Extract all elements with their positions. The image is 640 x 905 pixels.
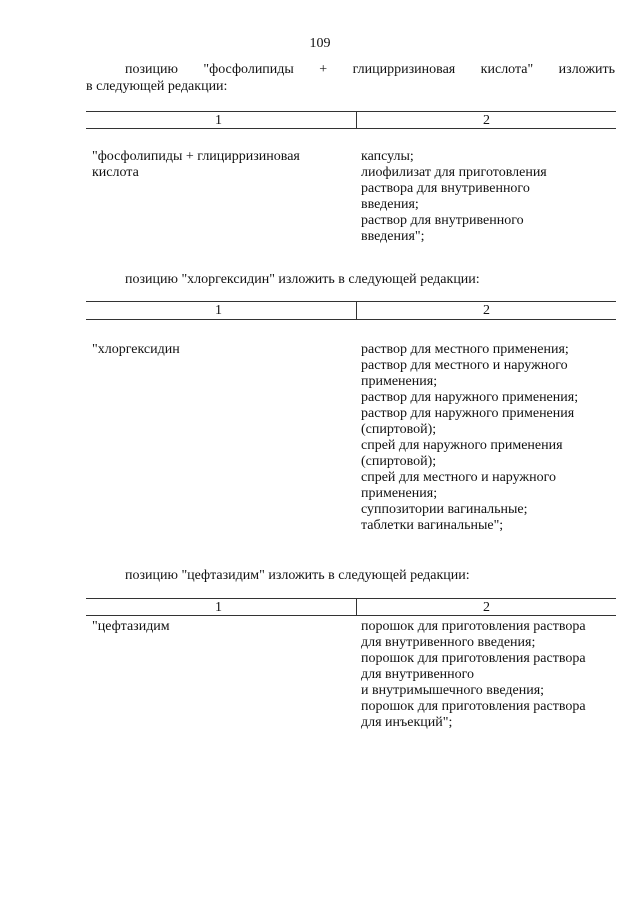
dosage-forms-cell <box>361 342 578 534</box>
column-divider <box>356 598 357 615</box>
dosage-form-line: раствор для наружного применения <box>361 406 575 421</box>
dosage-form-line: (спиртовой); <box>361 422 437 437</box>
column-divider <box>356 301 357 319</box>
dosage-form-line: (спиртовой); <box>361 454 437 469</box>
dosage-form-line: спрей для местного и наружного <box>361 470 556 485</box>
dosage-form-line: раствора для внутривенного <box>361 181 530 196</box>
drug-name-cell <box>92 619 170 635</box>
table-top-rule <box>86 301 616 302</box>
dosage-form-line: порошок для приготовления раствора <box>361 619 586 634</box>
dosage-form-line: введения; <box>361 197 419 212</box>
dosage-form-line: лиофилизат для приготовления <box>361 165 547 180</box>
dosage-form-line: раствор для местного и наружного <box>361 358 568 373</box>
section1-intro-line2: в следующей редакции: <box>86 79 228 94</box>
dosage-form-line: применения; <box>361 486 438 501</box>
table-top-rule <box>86 598 616 599</box>
column-header-2: 2 <box>483 600 490 615</box>
dosage-form-line: для инъекций"; <box>361 715 453 730</box>
page-number: 109 <box>309 36 331 51</box>
dosage-form-line: раствор для внутривенного <box>361 213 524 228</box>
name-line: кислота <box>92 165 139 180</box>
dosage-form-line: раствор для наружного применения; <box>361 390 579 405</box>
section3-intro: позицию "цефтазидим" изложить в следующей редакции: <box>125 568 470 583</box>
dosage-form-line: суппозитории вагинальные; <box>361 502 528 517</box>
drug-name-cell <box>92 342 180 358</box>
dosage-form-line: капсулы; <box>361 149 414 164</box>
dosage-forms-cell <box>361 619 586 731</box>
name-line: "хлоргексидин <box>92 342 180 357</box>
name-line: "фосфолипиды + глицирризиновая <box>92 149 300 164</box>
column-header-2: 2 <box>483 303 490 318</box>
column-header-1: 1 <box>215 113 222 128</box>
dosage-forms-cell <box>361 149 547 245</box>
dosage-form-line: для внутривенного <box>361 667 475 682</box>
dosage-form-line: раствор для местного применения; <box>361 342 569 357</box>
dosage-form-line: и внутримышечного введения; <box>361 683 545 698</box>
dosage-form-line: спрей для наружного применения <box>361 438 563 453</box>
table-top-rule <box>86 111 616 112</box>
drug-name-cell <box>92 149 300 181</box>
dosage-form-line: применения; <box>361 374 438 389</box>
dosage-form-line: порошок для приготовления раствора <box>361 651 586 666</box>
section2-intro: позицию "хлоргексидин" изложить в следующей редакции: <box>125 272 480 287</box>
column-header-1: 1 <box>215 303 222 318</box>
column-header-2: 2 <box>483 113 490 128</box>
name-line: "цефтазидим <box>92 619 170 634</box>
dosage-form-line: для внутривенного введения; <box>361 635 536 650</box>
table-header-rule <box>86 128 616 129</box>
dosage-form-line: таблетки вагинальные"; <box>361 518 504 533</box>
dosage-form-line: порошок для приготовления раствора <box>361 699 586 714</box>
table-header-rule <box>86 319 616 320</box>
table-header-rule <box>86 615 616 616</box>
section1-intro-line1: позицию "фосфолипиды + глицирризиновая кислота" изложить <box>125 62 615 77</box>
dosage-form-line: введения"; <box>361 229 425 244</box>
column-divider <box>356 111 357 128</box>
column-header-1: 1 <box>215 600 222 615</box>
